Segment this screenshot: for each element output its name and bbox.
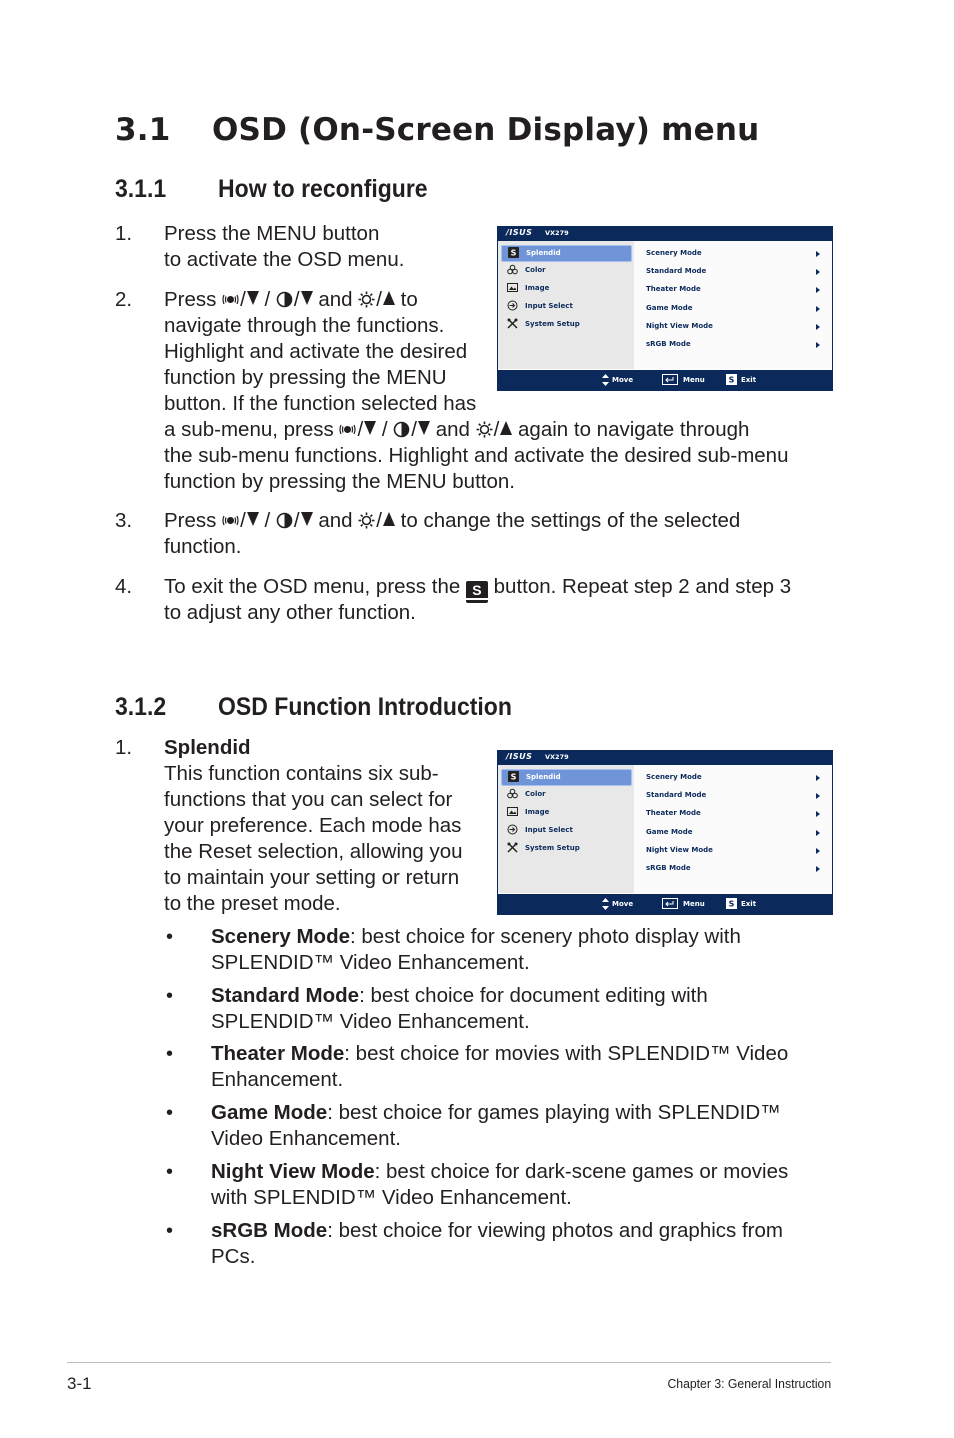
bullet-term: Game Mode <box>211 1101 328 1124</box>
contrast-icon <box>276 291 293 308</box>
splendid-sound-icon <box>222 291 239 308</box>
step-text: function by pressing the MENU button. <box>164 470 515 493</box>
section-title: OSD (On-Screen Display) menu <box>212 112 760 148</box>
text: and <box>435 418 470 441</box>
subsection-title: How to reconfigure <box>218 175 428 203</box>
bullet-text <box>211 983 708 1009</box>
step-number: 1. <box>115 222 133 245</box>
step-number: 3. <box>115 509 133 532</box>
slash: / <box>264 288 271 311</box>
slash: / <box>293 288 300 311</box>
step-text-line <box>164 287 418 313</box>
osd-menu-screenshot <box>497 226 833 391</box>
asus-logo: /ISUS <box>506 752 533 761</box>
bullet-desc: : best choice for movies with SPLENDID™ Video <box>344 1042 789 1065</box>
submenu-arrow-icon <box>816 324 820 330</box>
osd-submenu-item: Theater Mode <box>646 809 701 817</box>
osd-menu-item-input-select <box>501 823 630 838</box>
step-text-line <box>164 574 791 603</box>
input-select-icon <box>507 300 518 311</box>
step-text: function by pressing the MENU <box>164 366 447 389</box>
bullet-desc: : best choice for dark-scene games or movies <box>374 1160 789 1183</box>
osd-footer-bar <box>498 894 832 914</box>
submenu-arrow-icon <box>816 251 820 257</box>
brightness-icon <box>358 291 375 308</box>
bullet: • <box>166 1220 174 1242</box>
step-text: navigate through the functions. <box>164 314 445 337</box>
osd-submenu-item: sRGB Mode <box>646 864 691 872</box>
image-icon <box>507 282 518 293</box>
item-text: your preference. Each mode has <box>164 814 462 837</box>
up-arrow-icon <box>500 421 512 435</box>
svg-text:S: S <box>728 899 735 909</box>
osd-menu-screenshot <box>497 750 833 915</box>
submenu-arrow-icon <box>816 287 820 293</box>
down-arrow-icon <box>364 421 376 435</box>
system-setup-icon <box>507 318 518 329</box>
step-text: Highlight and activate the desired <box>164 340 468 363</box>
osd-main-menu <box>498 765 634 893</box>
osd-menu-label: Image <box>525 284 550 292</box>
osd-menu-item-system-setup <box>501 317 630 332</box>
bullet: • <box>166 1102 174 1124</box>
text: to change the settings of the selected <box>400 509 741 532</box>
step-text: to activate the OSD menu. <box>164 248 405 271</box>
bullet-text: Enhancement. <box>211 1068 344 1091</box>
osd-main-menu <box>498 241 634 369</box>
submenu-arrow-icon <box>816 848 820 854</box>
submenu-arrow-icon <box>816 866 820 872</box>
contrast-icon <box>276 512 293 529</box>
bullet-desc: : best choice for document editing with <box>359 984 708 1007</box>
bullet-text <box>211 1041 788 1067</box>
osd-submenu-item: Game Mode <box>646 304 693 312</box>
down-arrow-icon <box>247 291 259 305</box>
text: Press <box>164 288 217 311</box>
osd-footer-move: Move <box>612 376 634 384</box>
text: a sub-menu, press <box>164 418 334 441</box>
osd-menu-item-splendid <box>501 769 632 786</box>
bullet-text <box>211 1159 788 1185</box>
color-palette-icon <box>507 788 518 799</box>
osd-title-bar <box>498 227 832 241</box>
down-arrow-icon <box>247 512 259 526</box>
page-title <box>115 112 759 148</box>
step-text: button. If the function selected has <box>164 392 477 415</box>
system-setup-icon <box>507 842 518 853</box>
osd-menu-item-system-setup <box>501 841 630 856</box>
section-number: 3.1 <box>115 112 171 148</box>
brightness-icon <box>358 512 375 529</box>
menu-enter-icon <box>662 898 678 911</box>
bullet-text: Video Enhancement. <box>211 1127 401 1150</box>
move-icon <box>602 374 609 388</box>
submenu-arrow-icon <box>816 775 820 781</box>
bullet-term: sRGB Mode <box>211 1219 328 1242</box>
text: and <box>318 288 353 311</box>
osd-submenu-item: Standard Mode <box>646 267 707 275</box>
bullet-desc: : best choice for viewing photos and graphics from <box>327 1219 783 1242</box>
step-text: Press the MENU button <box>164 222 380 245</box>
text: To exit the OSD menu, press the <box>164 575 461 598</box>
osd-title-bar <box>498 751 832 765</box>
step-text-line <box>164 508 740 534</box>
up-arrow-icon <box>383 512 395 526</box>
slash: / <box>376 288 382 311</box>
bullet: • <box>166 1043 174 1065</box>
osd-menu-item-splendid <box>501 245 632 262</box>
svg-text:S: S <box>510 248 517 258</box>
slash: / <box>240 288 246 311</box>
bullet-term: Standard Mode <box>211 984 360 1007</box>
item-text: functions that you can select for <box>164 788 453 811</box>
bullet-text <box>211 924 741 950</box>
osd-menu-item-image <box>501 281 630 296</box>
chapter-label: Chapter 3: General Instruction <box>667 1376 831 1391</box>
bullet-desc: : best choice for games playing with SPLENDID™ <box>327 1101 781 1124</box>
item-number: 1. <box>115 736 133 759</box>
osd-submenu-item: Game Mode <box>646 828 693 836</box>
osd-footer-exit: Exit <box>741 376 757 384</box>
osd-footer-exit: Exit <box>741 900 757 908</box>
text: again to navigate through <box>518 418 750 441</box>
slash: / <box>240 509 246 532</box>
osd-menu-label: Image <box>525 808 550 816</box>
splendid-s-button-icon: S <box>466 581 488 603</box>
osd-submenu-item: Night View Mode <box>646 846 713 854</box>
osd-footer-menu: Menu <box>683 376 705 384</box>
exit-s-icon <box>726 898 737 911</box>
contrast-icon <box>393 421 410 438</box>
item-text: This function contains six sub- <box>164 762 439 785</box>
osd-menu-label: Splendid <box>526 773 561 781</box>
bullet-text: with SPLENDID™ Video Enhancement. <box>211 1186 572 1209</box>
brightness-icon <box>476 421 493 438</box>
slash: / <box>357 418 364 441</box>
subsection-number: 3.1.1 <box>115 175 167 203</box>
text: and <box>318 509 353 532</box>
exit-s-icon <box>726 374 737 387</box>
submenu-arrow-icon <box>816 306 820 312</box>
osd-menu-item-color <box>501 787 630 802</box>
osd-model: VX279 <box>545 753 569 761</box>
slash: / <box>376 509 382 532</box>
osd-submenu-item: Night View Mode <box>646 322 713 330</box>
osd-menu-item-color <box>501 263 630 278</box>
bullet-text <box>211 1100 781 1126</box>
step-text: function. <box>164 535 242 558</box>
osd-menu-label: System Setup <box>525 844 580 852</box>
osd-footer-menu: Menu <box>683 900 705 908</box>
step-text: the sub-menu functions. Highlight and activate the desired sub-menu <box>164 444 789 467</box>
slash: / <box>264 509 271 532</box>
page-number: 3-1 <box>67 1374 92 1393</box>
slash: / <box>381 418 388 441</box>
osd-footer-move: Move <box>612 900 634 908</box>
osd-menu-label: Color <box>525 266 546 274</box>
bullet-term: Theater Mode <box>211 1042 345 1065</box>
down-arrow-icon <box>301 512 313 526</box>
up-arrow-icon <box>383 291 395 305</box>
item-text: to the preset mode. <box>164 892 341 915</box>
submenu-arrow-icon <box>816 811 820 817</box>
splendid-s-icon <box>508 247 519 258</box>
submenu-arrow-icon <box>816 342 820 348</box>
osd-submenu <box>634 241 832 369</box>
subsection-title: OSD Function Introduction <box>218 693 512 721</box>
color-palette-icon <box>507 264 518 275</box>
osd-menu-label: System Setup <box>525 320 580 328</box>
bullet: • <box>166 926 174 948</box>
osd-menu-label: Splendid <box>526 249 561 257</box>
step-text-line <box>164 417 749 443</box>
osd-submenu <box>634 765 832 893</box>
text: Press <box>164 509 217 532</box>
footer-rule <box>67 1362 831 1363</box>
menu-enter-icon <box>662 374 678 387</box>
osd-submenu-item: Scenery Mode <box>646 773 702 781</box>
submenu-arrow-icon <box>816 830 820 836</box>
osd-menu-label: Color <box>525 790 546 798</box>
svg-text:S: S <box>510 772 517 782</box>
bullet-text: PCs. <box>211 1245 256 1268</box>
splendid-sound-icon <box>222 512 239 529</box>
osd-footer-bar <box>498 370 832 390</box>
osd-menu-label: Input Select <box>525 826 573 834</box>
bullet-text <box>211 1218 783 1244</box>
down-arrow-icon <box>418 421 430 435</box>
move-icon <box>602 898 609 912</box>
subsection-number: 3.1.2 <box>115 693 167 721</box>
osd-menu-label: Input Select <box>525 302 573 310</box>
osd-submenu-item: Theater Mode <box>646 285 701 293</box>
text: to <box>400 288 418 311</box>
bullet-text: SPLENDID™ Video Enhancement. <box>211 951 530 974</box>
asus-logo: /ISUS <box>506 228 533 237</box>
bullet-term: Night View Mode <box>211 1160 375 1183</box>
slash: / <box>411 418 417 441</box>
bullet-desc: : best choice for scenery photo display with <box>350 925 741 948</box>
submenu-arrow-icon <box>816 269 820 275</box>
osd-submenu-item: Standard Mode <box>646 791 707 799</box>
osd-submenu-item: Scenery Mode <box>646 249 702 257</box>
subsection-heading-function-intro <box>115 693 512 722</box>
bullet: • <box>166 985 174 1007</box>
osd-submenu-item: sRGB Mode <box>646 340 691 348</box>
step-text: to adjust any other function. <box>164 601 416 624</box>
bullet: • <box>166 1161 174 1183</box>
subsection-heading-reconfigure <box>115 175 428 204</box>
text: button. Repeat step 2 and step 3 <box>493 575 792 598</box>
splendid-s-icon <box>508 771 519 782</box>
down-arrow-icon <box>301 291 313 305</box>
bullet-term: Scenery Mode <box>211 925 350 948</box>
item-text: the Reset selection, allowing you <box>164 840 463 863</box>
osd-model: VX279 <box>545 229 569 237</box>
input-select-icon <box>507 824 518 835</box>
osd-menu-item-image <box>501 805 630 820</box>
submenu-arrow-icon <box>816 793 820 799</box>
osd-menu-item-input-select <box>501 299 630 314</box>
item-text: to maintain your setting or return <box>164 866 460 889</box>
image-icon <box>507 806 518 817</box>
slash: / <box>293 509 300 532</box>
item-title: Splendid <box>164 736 251 759</box>
slash: / <box>493 418 500 441</box>
splendid-sound-icon <box>339 421 356 438</box>
svg-text:S: S <box>728 375 735 385</box>
bullet-text: SPLENDID™ Video Enhancement. <box>211 1010 530 1033</box>
step-number: 4. <box>115 575 133 598</box>
step-number: 2. <box>115 288 133 311</box>
